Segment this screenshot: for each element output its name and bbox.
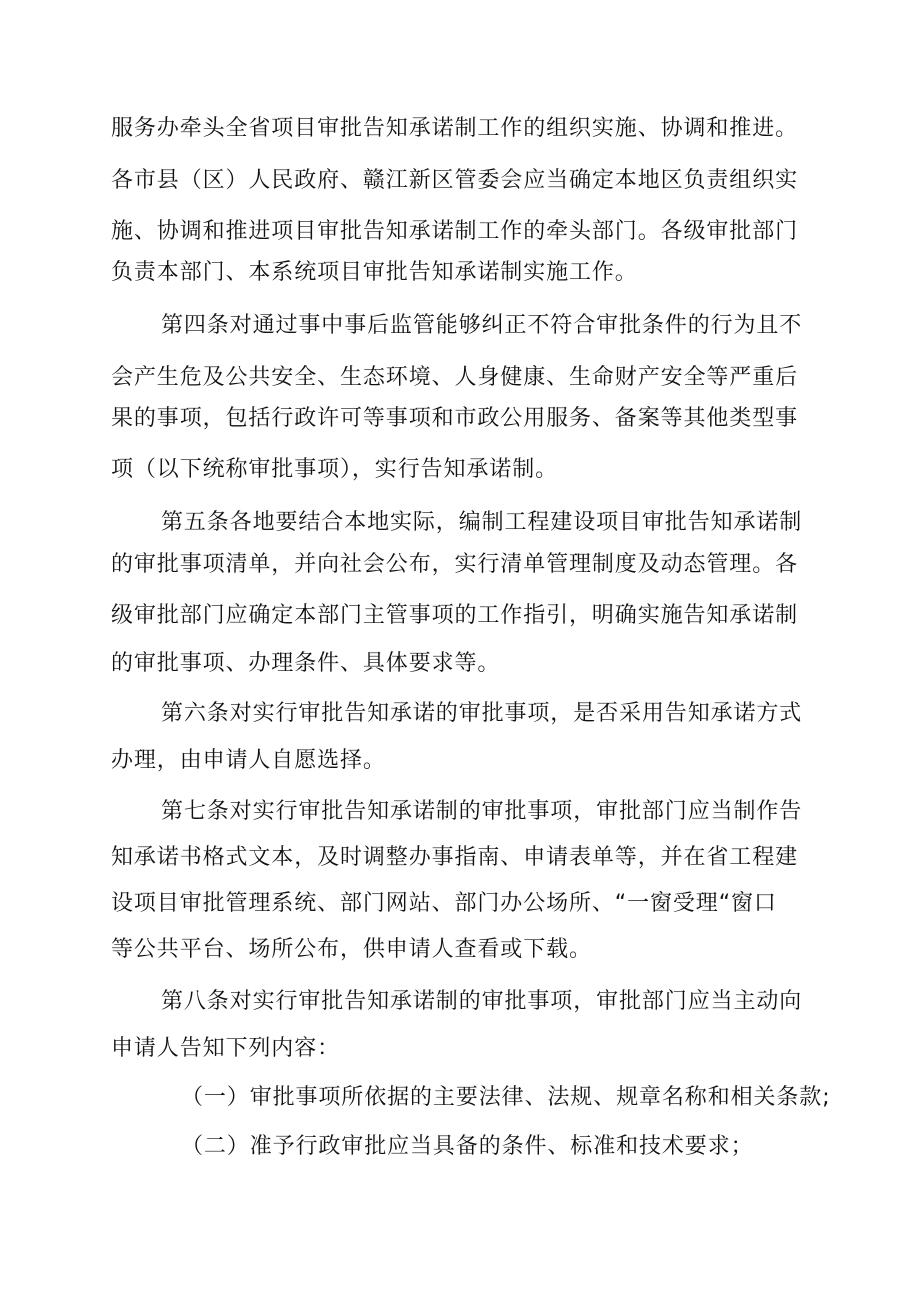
paragraph-line: 会产生危及公共安全、生态环境、人身健康、生命财产安全等严重后 [111,365,799,390]
paragraph-line: 服务办牵头全省项目审批告知承诺制工作的组织实施、协调和推进。 [111,116,799,141]
paragraph-line: 施、协调和推进项目审批告知承诺制工作的牵头部门。各级审批部门 [111,219,799,244]
paragraph-line: 负责本部门、本系统项目审批告知承诺制实施工作。 [111,260,638,285]
article-4-line: 第四条对通过事中事后监管能够纠正不符合审批条件的行为且不 [161,313,803,338]
paragraph-line: 申请人告知下列内容： [111,1036,341,1061]
paragraph-line: 各市县（区）人民政府、赣江新区管委会应当确定本地区负责组织实 [111,168,799,193]
paragraph-line: 办理，由申请人自愿选择。 [111,748,386,773]
article-7-line: 第七条对实行审批告知承诺制的审批事项，审批部门应当制作告 [161,799,803,824]
article-8-line: 第八条对实行审批告知承诺制的审批事项，审批部门应当主动向 [161,989,803,1014]
article-5-line: 第五条各地要结合本地实际，编制工程建设项目审批告知承诺制 [161,510,803,535]
paragraph-line: 项（以下统称审批事项），实行告知承诺制。 [111,457,559,482]
list-item-2: （二）准予行政审批应当具备的条件、标准和技术要求； [181,1134,754,1159]
list-item-1: （一）审批事项所依据的主要法律、法规、规章名称和相关条款; [181,1085,831,1110]
paragraph-line: 的审批事项清单，并向社会公布，实行清单管理制度及动态管理。各 [111,552,799,577]
paragraph-line: 的审批事项、办理条件、具体要求等。 [111,651,501,676]
article-6-line: 第六条对实行审批告知承诺的审批事项，是否采用告知承诺方式 [161,701,803,726]
paragraph-line: 知承诺书格式文本，及时调整办事指南、申请表单等，并在省工程建 [111,845,799,870]
paragraph-line: 级审批部门应确定本部门主管事项的工作指引，明确实施告知承诺制 [111,603,799,628]
paragraph-line: 设项目审批管理系统、部门网站、部门办公场所、“一窗受理“窗口 [111,891,777,916]
paragraph-line: 果的事项，包括行政许可等事项和市政公用服务、备案等其他类型事 [111,406,799,431]
paragraph-line: 等公共平台、场所公布，供申请人查看或下载。 [111,937,592,962]
